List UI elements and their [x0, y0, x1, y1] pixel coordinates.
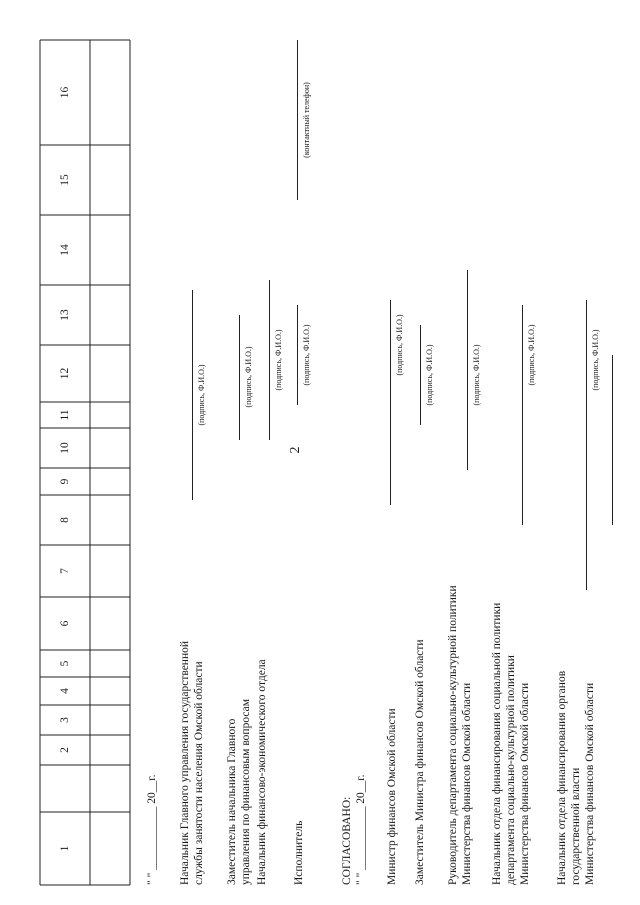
signer-title-line: Министр финансов Омской области: [386, 708, 398, 885]
table-header-cell: 3: [59, 717, 71, 723]
signer-title-line: государственной власти: [570, 767, 582, 885]
signer-title-line: Руководитель департамента социально-культурной политики: [447, 585, 459, 885]
table-header-cell: 5: [59, 660, 71, 667]
approver-title-line: службы занятости населения Омской области: [193, 661, 205, 885]
table-header-cell: 6: [59, 620, 71, 627]
approver-title-line: Начальник финансово-экономического отдела: [256, 659, 268, 885]
signature-line: [420, 325, 421, 425]
signer-title-line: Заместитель Министра финансов Омской области: [414, 639, 426, 885]
signature-line: [192, 290, 193, 500]
signature-caption: (подпись, Ф.И.О.): [274, 329, 283, 391]
table-header-cell: 2: [59, 747, 71, 753]
table-header-cell: 7: [59, 568, 71, 574]
table-header-cell: 16: [59, 86, 71, 99]
signature-line-extra: [612, 355, 613, 525]
approver-title-line: Заместитель начальника Главного: [226, 718, 238, 885]
table-header-cell: 15: [59, 174, 71, 186]
signer-title-line: Министерства финансов Омской области: [461, 682, 473, 885]
signer-title-line: департамента социально-культурной политики: [505, 655, 517, 885]
table-header-cell: 14: [59, 244, 71, 256]
signature-caption: (подпись, Ф.И.О.): [425, 344, 434, 406]
signature-caption: (подпись, Ф.И.О.): [244, 346, 253, 408]
table-header-cell: 1: [59, 845, 71, 852]
signature-caption: (подпись, Ф.И.О.): [591, 329, 600, 391]
page-number: 2: [288, 446, 303, 454]
table-header-cell: 13: [59, 309, 71, 321]
signature-line: [239, 315, 240, 440]
agreed-date: " " ___________ 20__г.: [355, 774, 367, 885]
signer-title-line: Министерства финансов Омской области: [584, 682, 596, 885]
table-header-cell: 12: [59, 367, 71, 380]
table-header-cell: 4: [59, 688, 71, 694]
phone-caption: (контактный телефон): [302, 82, 311, 158]
table-header-cell: 9: [59, 478, 71, 485]
signer-title-line: Начальник отдела финансирования социальной политики: [491, 602, 503, 885]
table-header-cell: 10: [59, 442, 71, 454]
signature-line: [269, 280, 270, 440]
signature-caption: (подпись, Ф.И.О.): [395, 314, 404, 376]
signature-caption: (подпись, Ф.И.О.): [472, 344, 481, 406]
signature-caption: (подпись, Ф.И.О.): [302, 324, 311, 386]
signer-title-line: Министерства финансов Омской области: [519, 682, 531, 885]
signer-title-line: Начальник отдела финансирования органов: [556, 670, 568, 885]
table-header-cell: 8: [59, 517, 71, 523]
signature-line: [467, 270, 468, 470]
top-date: " " ___________ 20__г.: [146, 774, 158, 885]
phone-line: [297, 40, 298, 200]
table-header-cell: 11: [59, 409, 71, 421]
signature-line: [586, 300, 587, 590]
signature-line: [522, 305, 523, 525]
approver-title-line: Начальник Главного управления государственной: [179, 640, 191, 885]
approver-title-line: управления по финансовым вопросам: [240, 699, 252, 885]
signature-caption: (подпись, Ф.И.О.): [527, 324, 536, 386]
approver-title-line: Исполнитель: [293, 820, 305, 885]
signature-line: [297, 305, 298, 405]
signature-caption: (подпись, Ф.И.О.): [197, 364, 206, 426]
signature-line: [390, 300, 391, 505]
agreed-title: СОГЛАСОВАНО:: [341, 796, 353, 885]
